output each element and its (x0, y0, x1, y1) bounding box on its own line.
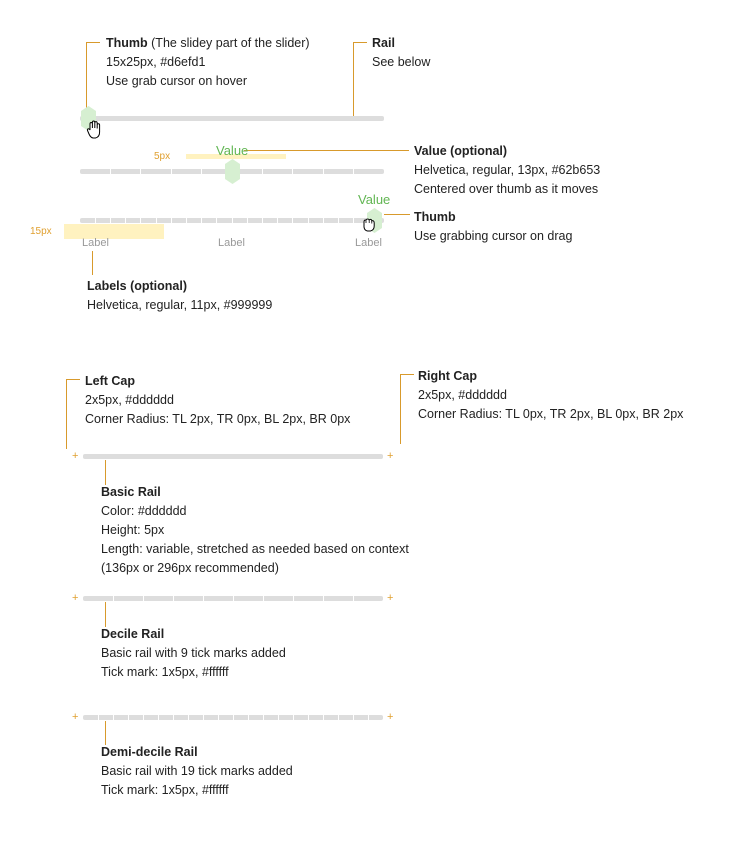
slider-label-middle: Label (218, 237, 245, 249)
rail-tick (128, 715, 129, 720)
dim-15px-label: 15px (30, 226, 52, 237)
rail-tick (203, 596, 204, 601)
rail-tick (173, 715, 174, 720)
thumb-note-subtitle: (The slidey part of the slider) (147, 36, 310, 50)
left-cap-note-line2: Corner Radius: TL 2px, TR 0px, BL 2px, BR 0px (85, 412, 351, 426)
right-cap-callout-line-v (400, 374, 401, 444)
rail-tick (338, 715, 339, 720)
thumb-note-title: Thumb (106, 36, 148, 50)
rail-tick (110, 169, 111, 174)
rail-tick (293, 596, 294, 601)
rail-callout-line-v (353, 42, 354, 116)
rail-tick (292, 169, 293, 174)
demi-rail-note-title: Demi-decile Rail (101, 745, 198, 759)
right-cap-note (418, 367, 683, 424)
left-cap-marker: + (72, 592, 79, 604)
value-note-line1: Helvetica, regular, 13px, #62b653 (414, 163, 601, 177)
rail-tick (143, 596, 144, 601)
rail-tick (323, 715, 324, 720)
basic-rail-note-line3: Length: variable, stretched as needed based on context (101, 542, 409, 556)
thumb-note-line1: 15x25px, #d6efd1 (106, 55, 206, 69)
rail-note-title: Rail (372, 36, 395, 50)
slider1-rail[interactable] (80, 116, 384, 121)
rail-tick (188, 715, 189, 720)
rail-tick (353, 169, 354, 174)
value-callout-line (244, 150, 409, 151)
thumb-callout-line-v (86, 42, 87, 112)
slider2-thumb[interactable] (225, 159, 240, 184)
thumb-drag-note (414, 208, 572, 246)
dim-15px-bar (64, 224, 164, 239)
rail-tick (173, 596, 174, 601)
rail-tick (232, 218, 233, 223)
rail-tick (156, 218, 157, 223)
rail-tick (218, 715, 219, 720)
thumb-drag-note-line1: Use grabbing cursor on drag (414, 229, 573, 243)
basic-rail-note-line4: (136px or 296px recommended) (101, 561, 279, 575)
right-cap-marker: + (387, 592, 394, 604)
thumb-drag-callout-line (384, 214, 410, 215)
hand-grab-icon (86, 120, 104, 140)
slider-label-right: Label (355, 237, 382, 249)
dim-5px-label: 5px (154, 151, 171, 162)
rail-tick (323, 169, 324, 174)
decile-rail (83, 596, 383, 601)
rail-tick (278, 715, 279, 720)
rail-tick (308, 715, 309, 720)
decile-rail-note-line1: Basic rail with 9 tick marks added (101, 646, 286, 660)
rail-tick (140, 218, 141, 223)
rail-note (372, 34, 430, 72)
decile-rail-callout-line (105, 602, 106, 627)
labels-note-line1: Helvetica, regular, 11px, #999999 (87, 298, 273, 312)
demi-rail-note-line1: Basic rail with 19 tick marks added (101, 764, 293, 778)
slider3-rail[interactable] (80, 218, 384, 223)
rail-tick (216, 218, 217, 223)
rail-tick (125, 218, 126, 223)
rail-tick (262, 169, 263, 174)
slider2-value-label: Value (216, 143, 249, 158)
labels-callout-line (92, 251, 93, 275)
left-cap-marker: + (72, 711, 79, 723)
demi-decile-rail (83, 715, 383, 720)
right-cap-note-line2: Corner Radius: TL 0px, TR 2px, BL 0px, BR 2px (418, 407, 684, 421)
labels-note (87, 277, 272, 315)
left-cap-callout-line-v (66, 379, 67, 449)
rail-tick (323, 596, 324, 601)
rail-tick (368, 715, 369, 720)
decile-rail-note-line2: Tick mark: 1x5px, #ffffff (101, 665, 229, 679)
basic-rail-note-line2: Height: 5px (101, 523, 165, 537)
right-cap-marker: + (387, 711, 394, 723)
left-cap-callout-line-h (66, 379, 80, 380)
rail-tick (248, 715, 249, 720)
rail-tick (143, 715, 144, 720)
rail-note-line1: See below (372, 55, 431, 69)
value-note-title: Value (optional) (414, 144, 508, 158)
left-cap-note-title: Left Cap (85, 374, 135, 388)
left-cap-marker: + (72, 450, 79, 462)
rail-tick (95, 218, 96, 223)
rail-tick (247, 218, 248, 223)
demi-rail-callout-line (105, 721, 106, 745)
right-cap-note-line1: 2x5px, #dddddd (418, 388, 507, 402)
rail-tick (158, 715, 159, 720)
rail-tick (98, 715, 99, 720)
rail-tick (293, 715, 294, 720)
rail-tick (186, 218, 187, 223)
basic-rail-note (101, 483, 409, 578)
right-cap-marker: + (387, 450, 394, 462)
rail-tick (171, 218, 172, 223)
value-note-line2: Centered over thumb as it moves (414, 182, 599, 196)
rail-tick (110, 218, 111, 223)
basic-rail (83, 454, 383, 459)
value-note (414, 142, 600, 199)
slider3-value-label: Value (358, 192, 391, 207)
left-cap-note-line1: 2x5px, #dddddd (85, 393, 174, 407)
rail-tick (277, 218, 278, 223)
rail-tick (140, 169, 141, 174)
rail-tick (263, 715, 264, 720)
basic-rail-callout-line (105, 460, 106, 485)
rail-tick (233, 596, 234, 601)
slider-label-left: Label (82, 237, 109, 249)
left-cap-note (85, 372, 350, 429)
rail-tick (292, 218, 293, 223)
rail-tick (113, 596, 114, 601)
rail-tick (338, 218, 339, 223)
rail-tick (353, 715, 354, 720)
right-cap-note-title: Right Cap (418, 369, 478, 383)
rail-tick (263, 596, 264, 601)
hand-grabbing-icon (361, 217, 377, 232)
rail-tick (171, 169, 172, 174)
demi-rail-note (101, 743, 293, 800)
rail-tick (262, 218, 263, 223)
right-cap-callout-line-h (400, 374, 414, 375)
basic-rail-note-title: Basic Rail (101, 485, 161, 499)
rail-tick (323, 218, 324, 223)
rail-tick (201, 218, 202, 223)
thumb-drag-note-title: Thumb (414, 210, 456, 224)
rail-tick (203, 715, 204, 720)
thumb-callout-line-h (86, 42, 100, 43)
rail-callout-line-h (353, 42, 367, 43)
rail-tick (113, 715, 114, 720)
rail-tick (233, 715, 234, 720)
rail-tick (353, 596, 354, 601)
rail-tick (308, 218, 309, 223)
labels-note-title: Labels (optional) (87, 279, 187, 293)
thumb-note-line2: Use grab cursor on hover (106, 74, 248, 88)
decile-rail-note-title: Decile Rail (101, 627, 165, 641)
rail-tick (201, 169, 202, 174)
decile-rail-note (101, 625, 286, 682)
basic-rail-note-line1: Color: #dddddd (101, 504, 187, 518)
demi-rail-note-line2: Tick mark: 1x5px, #ffffff (101, 783, 229, 797)
thumb-note (106, 34, 310, 91)
rail-tick (353, 218, 354, 223)
